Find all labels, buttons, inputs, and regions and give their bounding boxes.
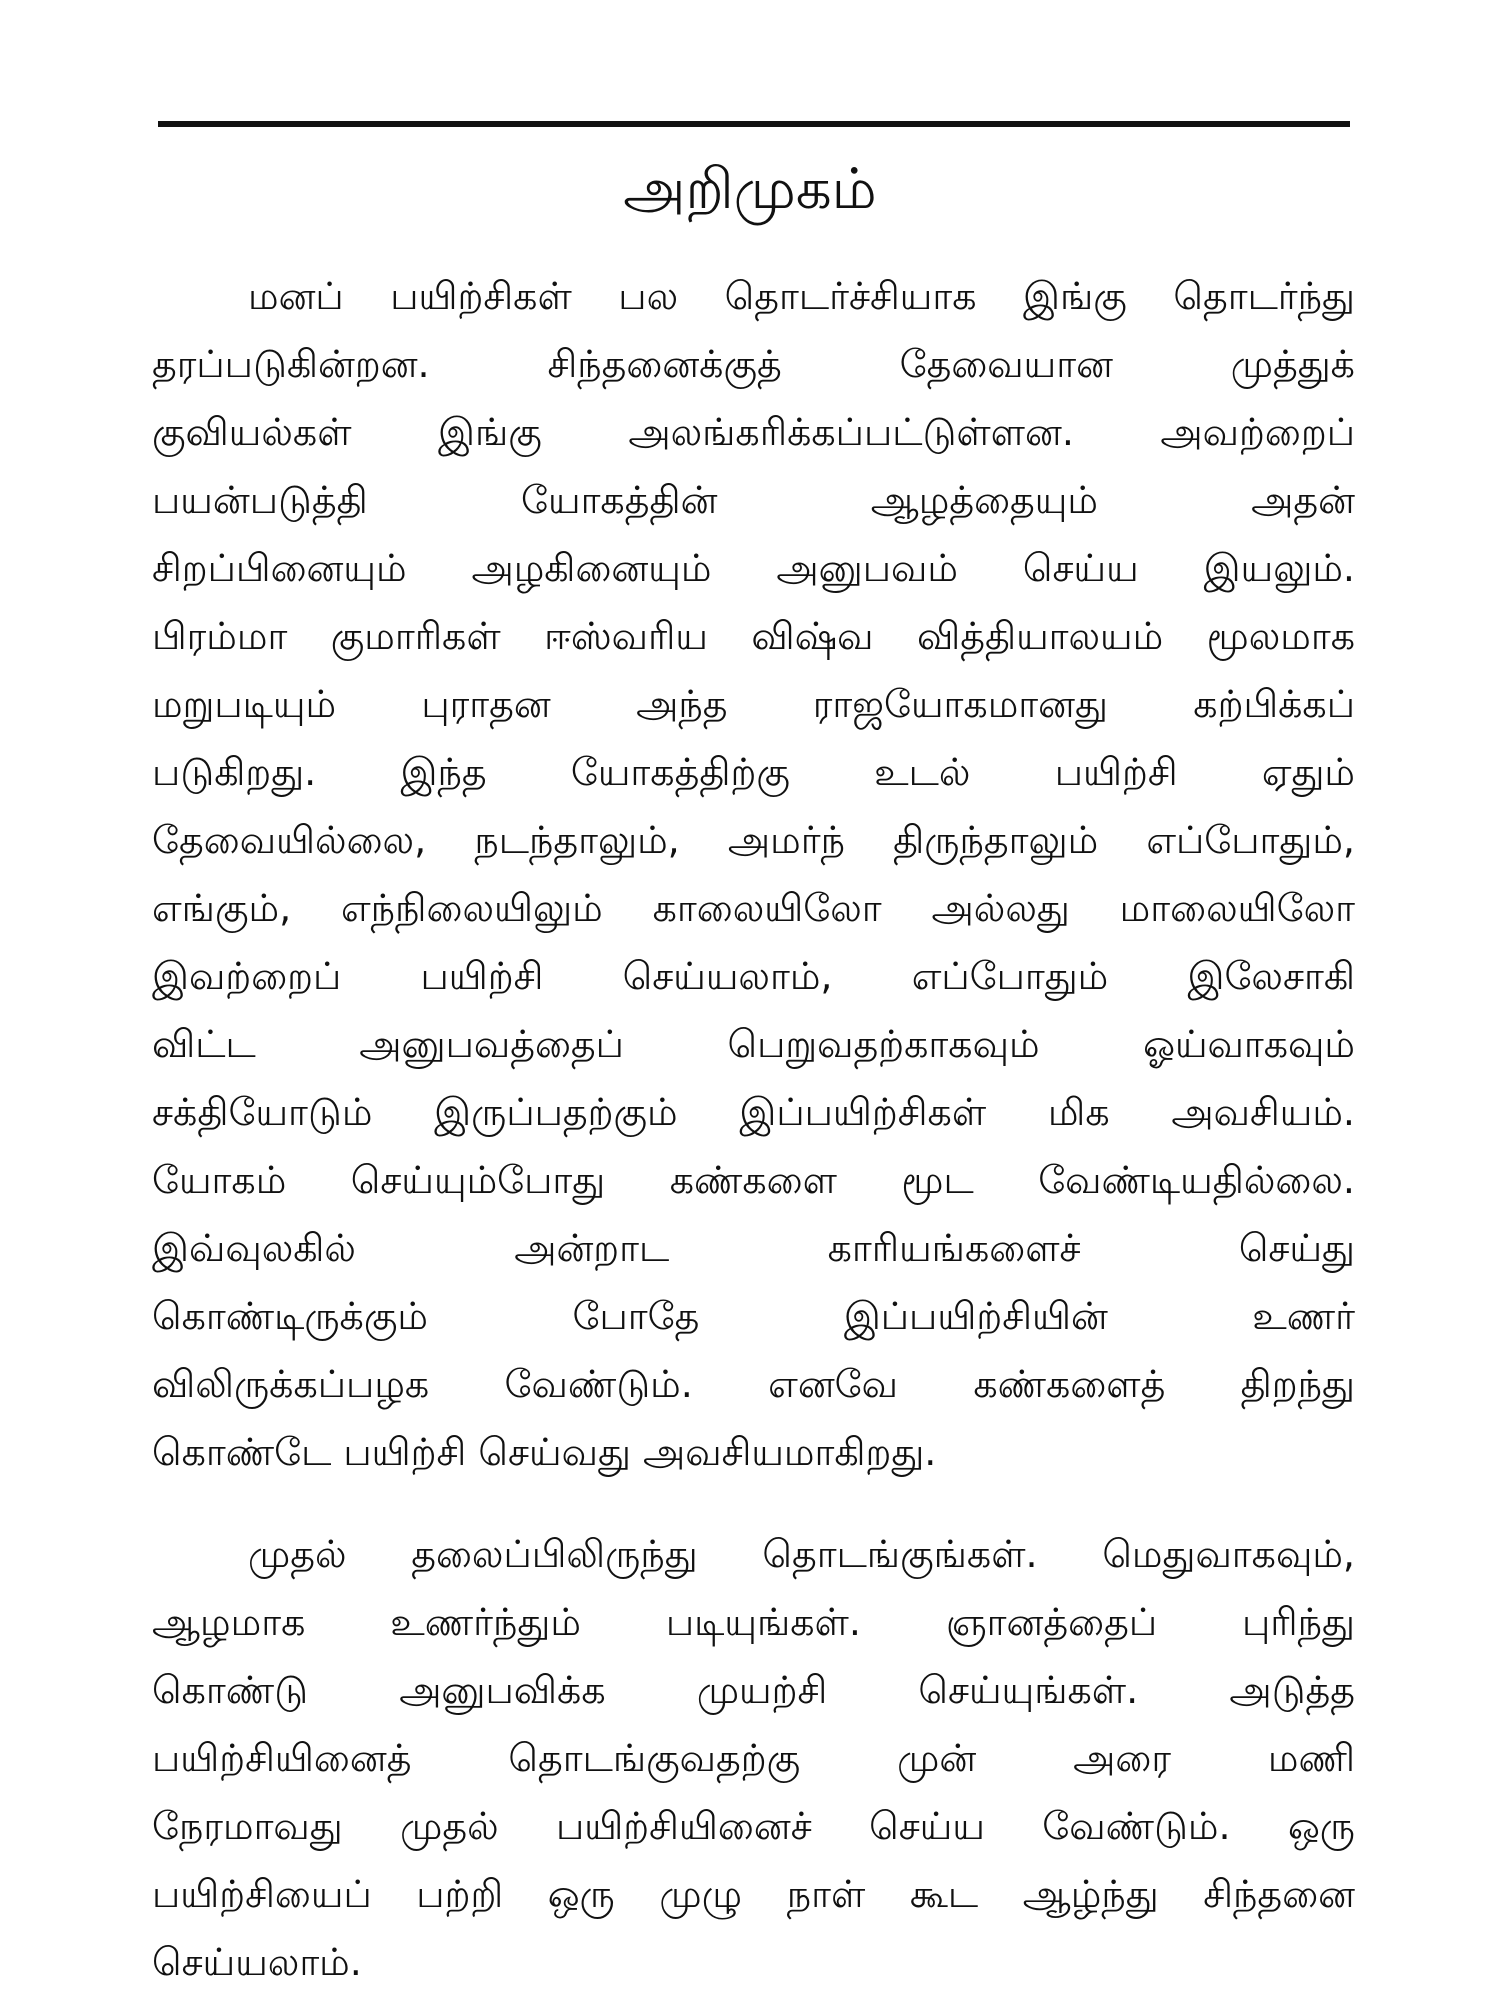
text-line: விலிருக்கப்பழக வேண்டும். எனவே கண்களைத் திறந்து [152, 1362, 1355, 1406]
text-line: குவியல்கள் இங்கு அலங்கரிக்கப்பட்டுள்ளன. அவற்றைப் [152, 410, 1355, 454]
text-line: சிறப்பினையும் அழகினையும் அனுபவம் செய்ய இயலும். [152, 546, 1355, 590]
top-rule [158, 121, 1350, 127]
text-line: கொண்டு அனுபவிக்க முயற்சி செய்யுங்கள். அடுத்த [152, 1668, 1355, 1712]
text-line: விட்ட அனுபவத்தைப் பெறுவதற்காகவும் ஓய்வாகவும் [152, 1022, 1355, 1066]
text-line: பயிற்சியினைத் தொடங்குவதற்கு முன் அரை மணி [152, 1736, 1355, 1780]
text-line: பயன்படுத்தி யோகத்தின் ஆழத்தையும் அதன் [152, 478, 1355, 522]
text-line: முதல் தலைப்பிலிருந்து தொடங்குங்கள். மெதுவாகவும், [248, 1532, 1355, 1576]
text-line: எங்கும், எந்நிலையிலும் காலையிலோ அல்லது மாலையிலோ [152, 886, 1355, 930]
text-line: தேவையில்லை, நடந்தாலும், அமர்ந் திருந்தாலும் எப்போதும், [152, 818, 1355, 862]
text-line: கொண்டே பயிற்சி செய்வது அவசியமாகிறது. [152, 1430, 937, 1474]
text-line: படுகிறது. இந்த யோகத்திற்கு உடல் பயிற்சி ஏதும் [152, 750, 1355, 794]
text-line: பிரம்மா குமாரிகள் ஈஸ்வரிய விஷ்வ வித்தியாலயம் மூலமாக [152, 614, 1355, 658]
text-line: மனப் பயிற்சிகள் பல தொடர்ச்சியாக இங்கு தொடர்ந்து [248, 274, 1355, 318]
text-line: நேரமாவது முதல் பயிற்சியினைச் செய்ய வேண்டும். ஒரு [152, 1804, 1355, 1848]
text-line: பயிற்சியைப் பற்றி ஒரு முழு நாள் கூட ஆழ்ந்து சிந்தனை [152, 1872, 1355, 1916]
text-line: செய்யலாம். [152, 1940, 362, 1984]
text-line: சக்தியோடும் இருப்பதற்கும் இப்பயிற்சிகள் மிக அவசியம். [152, 1090, 1355, 1134]
paragraph-1 [152, 262, 1355, 1486]
text-line: இவ்வுலகில் அன்றாட காரியங்களைச் செய்து [152, 1226, 1355, 1270]
text-line: யோகம் செய்யும்போது கண்களை மூட வேண்டியதில்லை. [152, 1158, 1355, 1202]
text-line: தரப்படுகின்றன. சிந்தனைக்குத் தேவையான முத்துக் [152, 342, 1355, 386]
text-line: கொண்டிருக்கும் போதே இப்பயிற்சியின் உணர் [152, 1294, 1355, 1338]
text-line: ஆழமாக உணர்ந்தும் படியுங்கள். ஞானத்தைப் புரிந்து [152, 1600, 1355, 1644]
text-line: இவற்றைப் பயிற்சி செய்யலாம், எப்போதும் இலேசாகி [152, 954, 1355, 998]
text-line: மறுபடியும் புராதன அந்த ராஜயோகமானது கற்பிக்கப் [152, 682, 1355, 726]
page-title: அறிமுகம் [623, 157, 877, 222]
document-body [152, 262, 1355, 1996]
paragraph-2 [152, 1520, 1355, 1996]
